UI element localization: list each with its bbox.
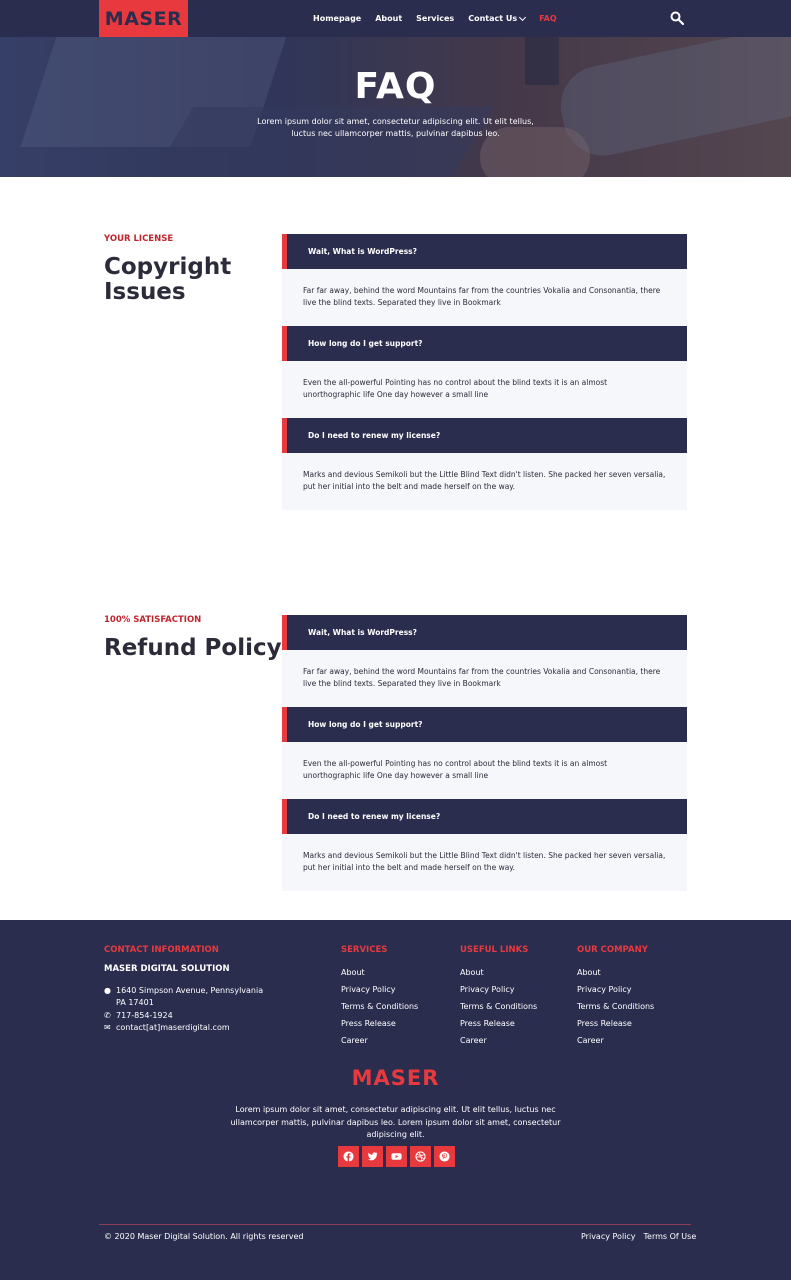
pinterest-icon[interactable] bbox=[434, 1146, 455, 1167]
site-footer bbox=[0, 920, 791, 1280]
footer-bottom-links bbox=[581, 1232, 704, 1241]
faq-answer: Even the all-powerful Pointing has no control about the blind texts it is an almost unorthographic life One day however a small line bbox=[282, 361, 687, 418]
email-text: contact[at]maserdigital.com bbox=[116, 1023, 230, 1032]
contact-email[interactable] bbox=[104, 1022, 230, 1034]
faq-accordion bbox=[282, 615, 687, 891]
top-navbar bbox=[0, 0, 791, 37]
nav-item-contact-us[interactable] bbox=[468, 14, 525, 23]
faq-answer: Even the all-powerful Pointing has no control about the blind texts it is an almost unorthographic life One day however a small line bbox=[282, 742, 687, 799]
footer-link[interactable]: About bbox=[460, 968, 484, 977]
youtube-icon[interactable] bbox=[386, 1146, 407, 1167]
address-text: 1640 Simpson Avenue, Pennsylvania PA 17401 bbox=[116, 986, 264, 1007]
services-title: SERVICES bbox=[341, 945, 388, 955]
faq-question[interactable]: How long do I get support? bbox=[282, 707, 687, 742]
faq-question[interactable]: Wait, What is WordPress? bbox=[282, 234, 687, 269]
footer-link[interactable]: Press Release bbox=[460, 1019, 515, 1028]
facebook-icon[interactable] bbox=[338, 1146, 359, 1167]
footer-link[interactable]: Career bbox=[460, 1036, 487, 1045]
section-tag: YOUR LICENSE bbox=[104, 234, 174, 244]
section-heading: Copyright Issues bbox=[104, 254, 232, 305]
footer-link[interactable]: Privacy Policy bbox=[460, 985, 515, 994]
nav-item-contact-us-label: Contact Us bbox=[468, 14, 518, 23]
terms-of-use-link[interactable]: Terms Of Use bbox=[643, 1232, 697, 1241]
faq-answer: Far far away, behind the word Mountains far from the countries Vokalia and Consonantia, there live the blind texts. Separated they live in Bookmark bbox=[282, 269, 687, 326]
footer-link[interactable]: Career bbox=[341, 1036, 368, 1045]
footer-link[interactable]: Terms & Conditions bbox=[341, 1002, 419, 1011]
main-menu bbox=[313, 0, 571, 37]
faq-question[interactable]: Do I need to renew my license? bbox=[282, 799, 687, 834]
hero-subtitle: Lorem ipsum dolor sit amet, consectetur adipiscing elit. Ut elit tellus, luctus nec ullamcorper mattis, pulvinar dapibus leo. bbox=[257, 117, 534, 138]
footer-link[interactable]: Terms & Conditions bbox=[460, 1002, 538, 1011]
footer-link[interactable]: About bbox=[577, 968, 601, 977]
faq-question[interactable]: Wait, What is WordPress? bbox=[282, 615, 687, 650]
page-hero bbox=[0, 37, 791, 177]
useful-links-title: USEFUL LINKS bbox=[460, 945, 529, 955]
site-logo[interactable]: MASER bbox=[99, 0, 188, 37]
page-title: FAQ bbox=[354, 66, 437, 107]
phone-text: 717-854-1924 bbox=[116, 1011, 173, 1020]
our-company-title: OUR COMPANY bbox=[577, 945, 648, 955]
nav-item-homepage[interactable]: Homepage bbox=[313, 14, 362, 23]
nav-item-about[interactable]: About bbox=[375, 14, 403, 23]
hero-overlay bbox=[0, 37, 791, 177]
footer-link[interactable]: Terms & Conditions bbox=[577, 1002, 655, 1011]
faq-accordion bbox=[282, 234, 687, 510]
map-pin-icon: ● bbox=[104, 986, 111, 995]
footer-link[interactable]: Press Release bbox=[341, 1019, 396, 1028]
twitter-icon[interactable] bbox=[362, 1146, 383, 1167]
footer-logo[interactable]: MASER bbox=[351, 1066, 440, 1090]
nav-item-faq[interactable]: FAQ bbox=[539, 14, 557, 23]
faq-answer: Far far away, behind the word Mountains far from the countries Vokalia and Consonantia, there live the blind texts. Separated they live in Bookmark bbox=[282, 650, 687, 707]
company-name: MASER DIGITAL SOLUTION bbox=[104, 964, 230, 974]
footer-link[interactable]: Privacy Policy bbox=[577, 985, 632, 994]
faq-question[interactable]: Do I need to renew my license? bbox=[282, 418, 687, 453]
footer-description: Lorem ipsum dolor sit amet, consectetur adipiscing elit. Ut elit tellus, luctus nec ullamcorper mattis, pulvinar dapibus leo. Lorem ipsum dolor sit amet, consectetur adipiscing elit. bbox=[230, 1105, 561, 1139]
contact-title: CONTACT INFORMATION bbox=[104, 945, 219, 955]
faq-answer: Marks and devious Semikoli but the Little Blind Text didn't listen. She packed her seven versalia, put her initial into the belt and made herself on the way. bbox=[282, 834, 687, 891]
section-heading: Refund Policy bbox=[104, 635, 282, 661]
footer-link[interactable]: Press Release bbox=[577, 1019, 632, 1028]
useful-links bbox=[460, 968, 537, 1053]
footer-link[interactable]: Career bbox=[577, 1036, 604, 1045]
privacy-policy-link[interactable]: Privacy Policy bbox=[581, 1232, 636, 1241]
contact-address bbox=[104, 985, 264, 1009]
envelope-icon: ✉ bbox=[104, 1023, 111, 1032]
our-company-links bbox=[577, 968, 654, 1053]
nav-item-services[interactable]: Services bbox=[416, 14, 455, 23]
faq-question[interactable]: How long do I get support? bbox=[282, 326, 687, 361]
phone-icon: ✆ bbox=[104, 1011, 111, 1020]
footer-link[interactable]: About bbox=[341, 968, 365, 977]
section-tag: 100% SATISFACTION bbox=[104, 615, 202, 625]
social-links bbox=[338, 1146, 458, 1167]
footer-link[interactable]: Privacy Policy bbox=[341, 985, 396, 994]
chevron-down-icon bbox=[519, 13, 526, 20]
faq-answer: Marks and devious Semikoli but the Little Blind Text didn't listen. She packed her seven versalia, put her initial into the belt and made herself on the way. bbox=[282, 453, 687, 510]
search-icon[interactable] bbox=[670, 11, 684, 25]
services-links bbox=[341, 968, 418, 1053]
copyright-text: © 2020 Maser Digital Solution. All rights reserved bbox=[104, 1232, 304, 1241]
contact-phone[interactable] bbox=[104, 1010, 173, 1022]
footer-divider bbox=[99, 1224, 691, 1225]
dribbble-icon[interactable] bbox=[410, 1146, 431, 1167]
